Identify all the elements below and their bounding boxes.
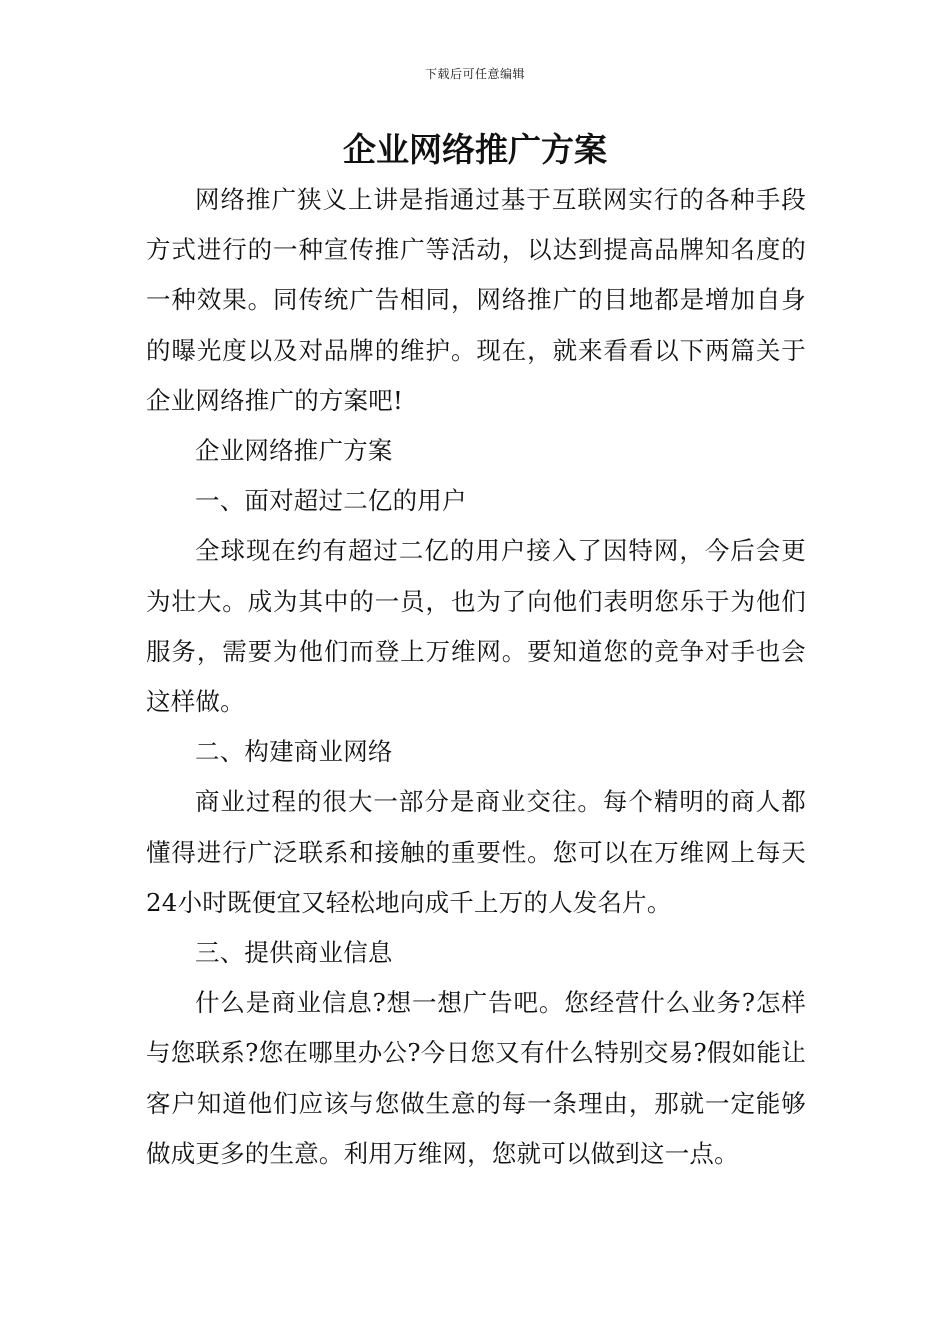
section-heading-1: 一、面对超过二亿的用户 — [195, 486, 467, 516]
document-body — [146, 175, 806, 1179]
section-paragraph-3: 什么是商业信息?想一想广告吧。您经营什么业务?怎样与您联系?您在哪里办公?今日您又有什么特别交易?假如能让客户知道他们应该与您做生意的每一条理由，那就一定能够做成更多的生意。利用万维网，您就可以做到这一点。 — [146, 988, 806, 1168]
header-note: 下载后可任意编辑 — [424, 67, 525, 81]
section-heading-plan: 企业网络推广方案 — [195, 436, 393, 466]
section-heading-2: 二、构建商业网络 — [195, 737, 393, 767]
section-paragraph-1: 全球现在约有超过二亿的用户接入了因特网，今后会更为壮大。成为其中的一员，也为了向他们表明您乐于为他们服务，需要为他们而登上万维网。要知道您的竞争对手也会这样做。 — [146, 536, 806, 717]
intro-paragraph: 网络推广狭义上讲是指通过基于互联网实行的各种手段方式进行的一种宣传推广等活动，以达到提高品牌知名度的一种效果。同传统广告相同，网络推广的目地都是增加自身的曝光度以及对品牌的维护。现在，就来看看以下两篇关于企业网络推广的方案吧! — [146, 185, 806, 415]
document-title: 企业网络推广方案 — [343, 130, 607, 169]
section-heading-3: 三、提供商业信息 — [195, 938, 393, 968]
section-paragraph-2: 商业过程的很大一部分是商业交往。每个精明的商人都懂得进行广泛联系和接触的重要性。您可以在万维网上每天24小时既便宜又轻松地向成千上万的人发名片。 — [146, 787, 806, 917]
